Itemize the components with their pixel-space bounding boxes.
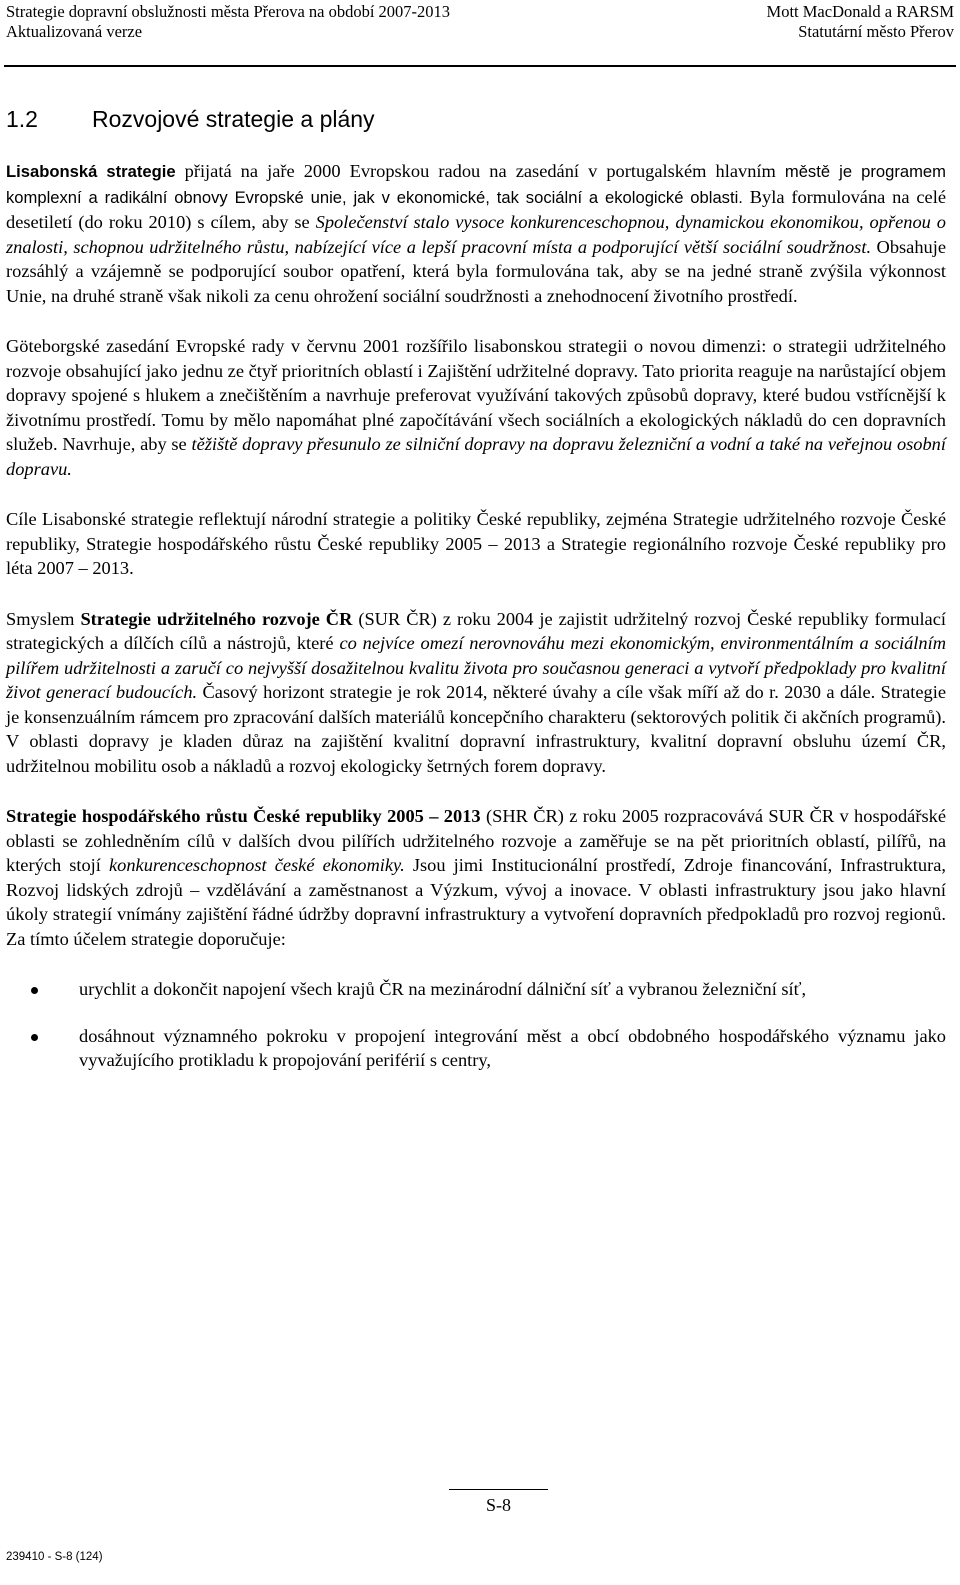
- header-version: Aktualizovaná verze: [6, 22, 143, 41]
- paragraph-text: (SHR ČR) z roku 2005 rozpracovává SUR ČR v hospodářské oblasti se zohledněním cílů v dalších dvou pilířích udržitelného rozvoje a zaměřuje se na pět prioritních oblastí, pilířů, na kterých stojí: [6, 806, 946, 875]
- paragraph-text: Obsahuje rozsáhlý a vzájemně se podporující soubor opatření, která byla formulována tak, aby se na jedné straně zvýšila výkonnost Unie, na druhé straně však nikoli za cenu ohrožení sociální soudržnosti a znehodnocení životního prostředí.: [6, 236, 946, 306]
- section-heading: [6, 106, 375, 133]
- header-client: Statutární město Přerov: [798, 22, 954, 41]
- paragraph-sur-cr: [6, 607, 946, 779]
- paragraph-goteborg: [6, 334, 946, 481]
- list-item: [6, 977, 946, 1002]
- italic-quote: těžiště dopravy přesunulo ze silniční dopravy na dopravu železniční a vodní a také na veřejnou osobní dopravu.: [6, 434, 946, 479]
- paragraph-text: (SUR ČR) z roku 2004 je zajistit udržitelný rozvoj České republiky formulací strategických a dílčích cílů a nástrojů, které: [6, 608, 946, 653]
- italic-quote: co nejvíce omezí nerovnováhu mezi ekonomickým, environmentálním a sociálním pilířem udržitelnosti a zaručí co nejvyšší dosažitelnou kvalitu života pro současnou generaci a vytvoří předpoklady pro kvalitní život generací budoucích.: [6, 633, 946, 702]
- footer-rule: [449, 1489, 548, 1490]
- italic-quote: konkurenceschopnost české ekonomiky.: [108, 855, 405, 875]
- page-number: S-8: [485, 1495, 511, 1515]
- paragraph-lisbon-goals: Cíle Lisabonské strategie reflektují národní strategie a politiky České republiky, zejména Strategie udržitelného rozvoje České republiky, Strategie hospodářského růstu České republiky 2005 – 2013 a Strategie regionálního rozvoje České republiky pro léta 2007 – 2013.: [6, 509, 946, 578]
- bullet-icon: [31, 1034, 38, 1041]
- header-company: Mott MacDonald a RARSM: [766, 2, 954, 21]
- paragraph-text: Byla formulována na celé desetiletí (do roku 2010) s cílem, aby se: [6, 186, 946, 232]
- section-number: 1.2: [6, 106, 38, 132]
- term-sur-cr: Strategie udržitelného rozvoje ČR: [80, 608, 353, 629]
- paragraph-text: městě je programem komplexní a radikální obnovy Evropské unie, jak v ekonomické, tak sociální a ekologické oblasti.: [6, 162, 946, 207]
- page-header: [6, 0, 954, 56]
- list-item-text: urychlit a dokončit napojení všech krajů ČR na mezinárodní dálniční síť a vybranou železniční síť,: [79, 979, 807, 999]
- paragraph-text: Časový horizont strategie je rok 2014, některé úvahy a cíle však míří až do r. 2030 a dále. Strategie je konsenzuálním rámcem pro zpracování dalších materiálů koncepčního charakteru (sektorových politik či akčních programů). V oblasti dopravy je kladen důraz na zajištění kvalitní dopravní infrastruktury, kvalitní dopravní obsluhu území ČR, udržitelnou mobilitu osob a nákladů a rozvoj ekologicky šetrných forem dopravy.: [6, 682, 946, 776]
- header-rule: [4, 65, 956, 67]
- document-body: [6, 159, 946, 1095]
- paragraph-text: Göteborgské zasedání Evropské rady v červnu 2001 rozšířilo lisabonskou strategii o novou dimenzi: o strategii udržitelného rozvoje obsahující jako jednu ze čtyř prioritních oblastí i Zajištění udržitelné dopravy. Tato priorita reaguje na narůstající objem dopravy spojené s hlukem a znečištěním a navrhuje preferovat využívání takových způsobů dopravy, které budou vstřícnější k životnímu prostředí. Tomu by mělo napomáhat plné započítávání všech sociálních a ekologických nákladů do cen dopravních služeb. Navrhuje, aby se: [6, 336, 946, 454]
- paragraph-text: přijatá na jaře 2000 Evropskou radou na zasedání v portugalském hlavním: [175, 161, 785, 181]
- paragraph-shr-cr: [6, 804, 946, 951]
- bullet-icon: [31, 987, 38, 994]
- paragraph-lisbon-strategy: [6, 159, 946, 308]
- document-id: 239410 - S-8 (124): [6, 1551, 103, 1563]
- section-title: Rozvojové strategie a plány: [92, 106, 375, 132]
- list-item: [6, 1024, 946, 1073]
- paragraph-text: Jsou jimi Institucionální prostředí, Zdroje financování, Infrastruktura, Rozvoj lidských zdrojů – vzdělávání a zaměstnanost a Výzkum, vývoj a inovace. V oblasti infrastruktury jsou jako hlavní úkoly strategií vnímány zajištění řádné údržby dopravní infrastruktury a vytvoření dopravních předpokladů pro rozvoj regionů. Za tímto účelem strategie doporučuje:: [6, 855, 946, 949]
- recommendation-list: [6, 977, 946, 1073]
- paragraph-text: Smyslem: [6, 608, 81, 629]
- term-shr-cr: Strategie hospodářského růstu České republiky 2005 – 2013: [6, 806, 481, 826]
- header-document-title: Strategie dopravní obslužnosti města Přerova na období 2007-2013: [6, 2, 451, 21]
- list-item-text: dosáhnout významného pokroku v propojení integrování měst a obcí obdobného hospodářského významu jako vyvažujícího protikladu k propojování periférií s centry,: [79, 1025, 946, 1070]
- italic-quote: Společenství stalo vysoce konkurenceschopnou, dynamickou ekonomikou, opřenou o znalosti, schopnou udržitelného růstu, nabízející více a lepší pracovní místa a podporující větší sociální soudržnost.: [6, 212, 946, 257]
- term-lisbon-strategy: Lisabonská strategie: [6, 162, 176, 181]
